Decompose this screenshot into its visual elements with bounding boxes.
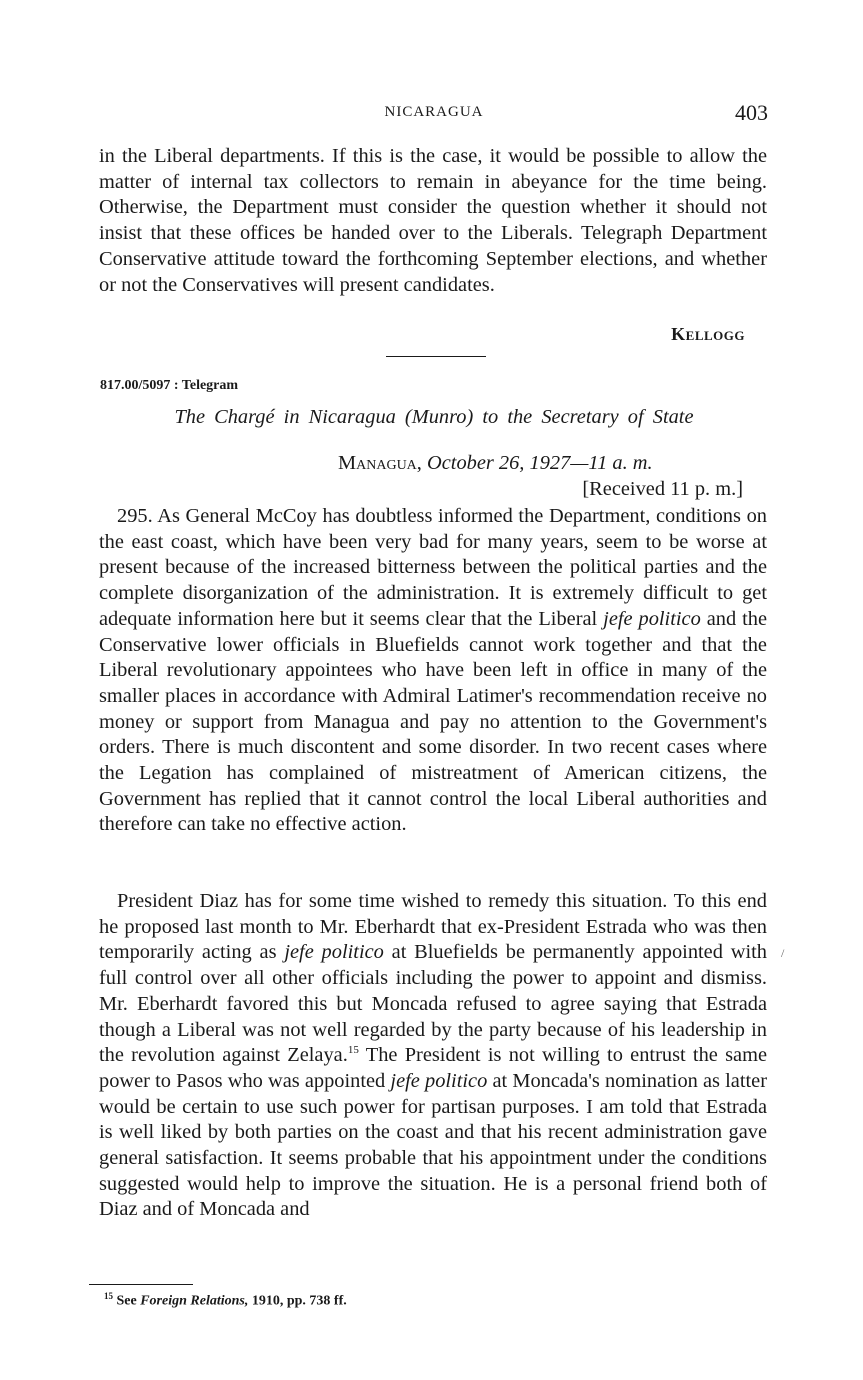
footnote-suffix: 1910, pp. 738 ff. — [251, 1293, 347, 1309]
running-head — [100, 100, 768, 126]
footnote-reference[interactable]: 15 — [347, 1044, 359, 1057]
footnote — [104, 1291, 347, 1310]
dateline — [338, 452, 653, 475]
telegram-paragraph-1 — [99, 504, 767, 838]
page-number: 403 — [735, 100, 768, 125]
received-note: [Received 11 p. m.] — [582, 478, 743, 500]
file-reference: 817.00/5097 : Telegram — [100, 378, 239, 393]
telegram-number: 295. — [117, 505, 153, 527]
margin-mark: / — [781, 946, 785, 960]
paragraph-1-text-b: and the Conservative lower officials in Bluefields cannot work together and that the Liberal revolutionary appointees who have been left in office in many of the smaller places in accordance with Admiral Latimer's recommendation receive no money or support from Managua and pay no attention to the Government's orders. There is much discontent and some disorder. In two recent cases where the Legation has complained of mistreatment of American citizens, the Government has replied that it cannot control the local Liberal authorities and therefore can take no effective action. — [99, 607, 768, 836]
paragraph-2-text-a: President Diaz has for some time wished to remedy this situation. To this end he proposed last month to Mr. Eberhardt that ex-President Estrada who was then temporarily acting as — [99, 890, 767, 964]
paragraph-2-term-b: jefe politico — [390, 1069, 488, 1092]
paragraph-2-text-b: at Bluefields be permanently appointed with full control over all other officials including the power to appoint and dismiss. Mr. Eberhardt favored this but Moncada refused to agree saying that Estrada though a Liberal was not well regarded by the party because of his leadership in the revolution against Zelaya. — [99, 941, 767, 1067]
footnote-source: Foreign Relations, — [140, 1293, 249, 1309]
paragraph-1-term: jefe politico — [603, 607, 701, 630]
document-title: The Chargé in Nicaragua (Munro) to the Secretary of State — [174, 406, 694, 428]
footnote-marker: 15 — [104, 1291, 113, 1301]
section-divider — [386, 356, 486, 357]
continuation-paragraph: in the Liberal departments. If this is the case, it would be possible to allow the matter of internal tax collectors to remain in abeyance for the time being. Otherwise, the Department must consider the question whether it should not insist that these offices be handed over to the Liberals. Telegraph Department Conservative attitude toward the forthcoming September elections, and whether or not the Conservatives will present candidates. — [99, 145, 767, 296]
paragraph-1-text-a: As General McCoy has doubtless informed the Department, conditions on the east coast, which have been very bad for many years, seem to be worse at present because of the increased bitterness between the political parties and the complete disorganization of the administration. It is extremely difficult to get adequate information here but it seems clear that the Liberal — [99, 505, 767, 630]
dateline-date: October 26, 1927—11 a. m. — [427, 452, 653, 474]
footnote-prefix: See — [116, 1293, 137, 1309]
footnote-divider — [89, 1284, 193, 1285]
running-head-title: NICARAGUA — [384, 104, 484, 120]
paragraph-2-term-a: jefe politico — [284, 941, 384, 964]
dateline-place: Managua, — [338, 452, 422, 474]
signature: Kellogg — [671, 324, 745, 344]
telegram-paragraph-2 — [99, 889, 767, 1223]
paragraph-2-text-d: at Moncada's nomination as latter would be certain to use such power for partisan purposes. I am told that Estrada is well liked by both parties on the coast and that his recent administration gave general satisfaction. It seems probable that his appointment under the conditions suggested would help to improve the situation. He is a personal friend both of Diaz and of Moncada and — [99, 1069, 768, 1221]
paragraph-2-text-c: The President is not willing to entrust the same power to Pasos who was appointed — [99, 1044, 768, 1092]
